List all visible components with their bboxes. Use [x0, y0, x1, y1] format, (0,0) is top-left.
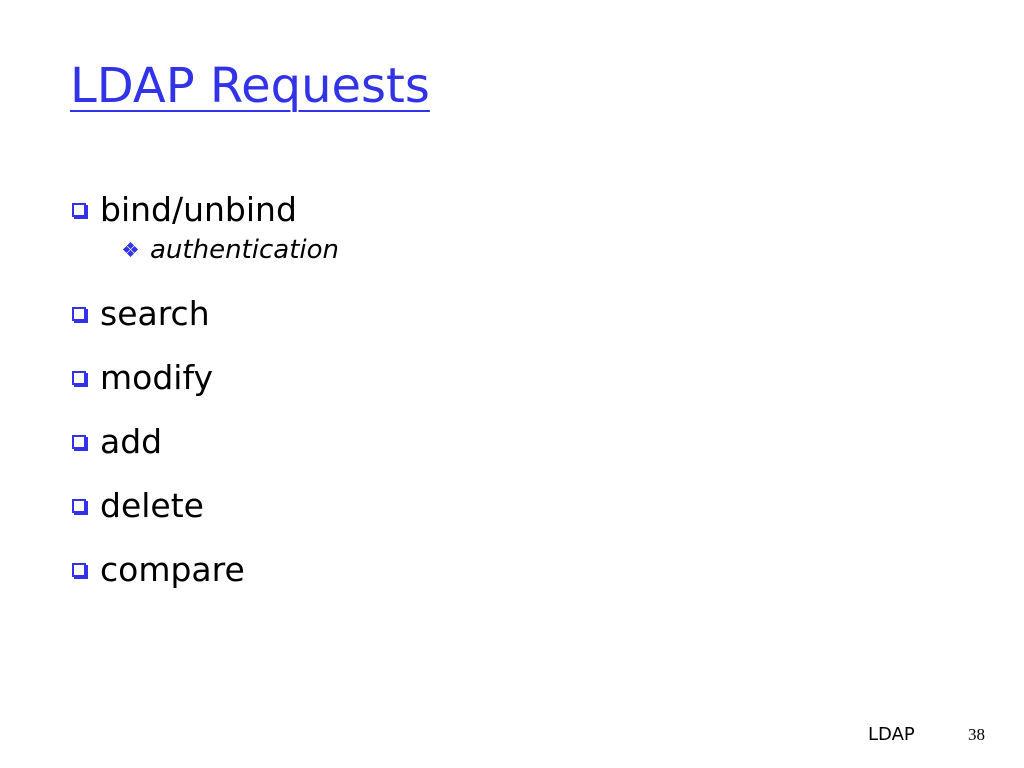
checkbox-icon [72, 371, 86, 385]
bullet-label: modify [100, 358, 214, 397]
diamond-icon [124, 243, 138, 257]
checkbox-icon [72, 203, 86, 217]
page-number: 38 [968, 725, 985, 744]
bullet-row [72, 358, 932, 398]
bullet-label: search [100, 294, 210, 333]
checkbox-icon [72, 563, 86, 577]
sub-bullet-label: authentication [150, 235, 340, 265]
sub-bullet-authentication [124, 230, 932, 270]
bullet-label: compare [100, 550, 245, 589]
bullet-row [72, 294, 932, 334]
spacer [72, 462, 932, 486]
bullet-row [72, 422, 932, 462]
bullet-row [72, 550, 932, 590]
bullet-item-add [72, 422, 932, 462]
bullet-item-search [72, 294, 932, 334]
spacer [72, 398, 932, 422]
bullet-item-bind-unbind [72, 190, 932, 230]
checkbox-icon [72, 307, 86, 321]
checkbox-icon [72, 499, 86, 513]
bullet-item-modify [72, 358, 932, 398]
bullet-item-delete [72, 486, 932, 526]
slide-title: LDAP Requests [70, 58, 430, 114]
bullet-label: delete [100, 486, 204, 525]
bullet-row [72, 190, 932, 230]
bullet-item-compare [72, 550, 932, 590]
bullet-label: bind/unbind [100, 190, 297, 229]
checkbox-icon [72, 435, 86, 449]
spacer [72, 334, 932, 358]
bullet-row [72, 486, 932, 526]
spacer [72, 270, 932, 294]
footer-label: LDAP [868, 724, 915, 745]
bullet-list [72, 190, 932, 590]
bullet-label: add [100, 422, 163, 461]
spacer [72, 526, 932, 550]
